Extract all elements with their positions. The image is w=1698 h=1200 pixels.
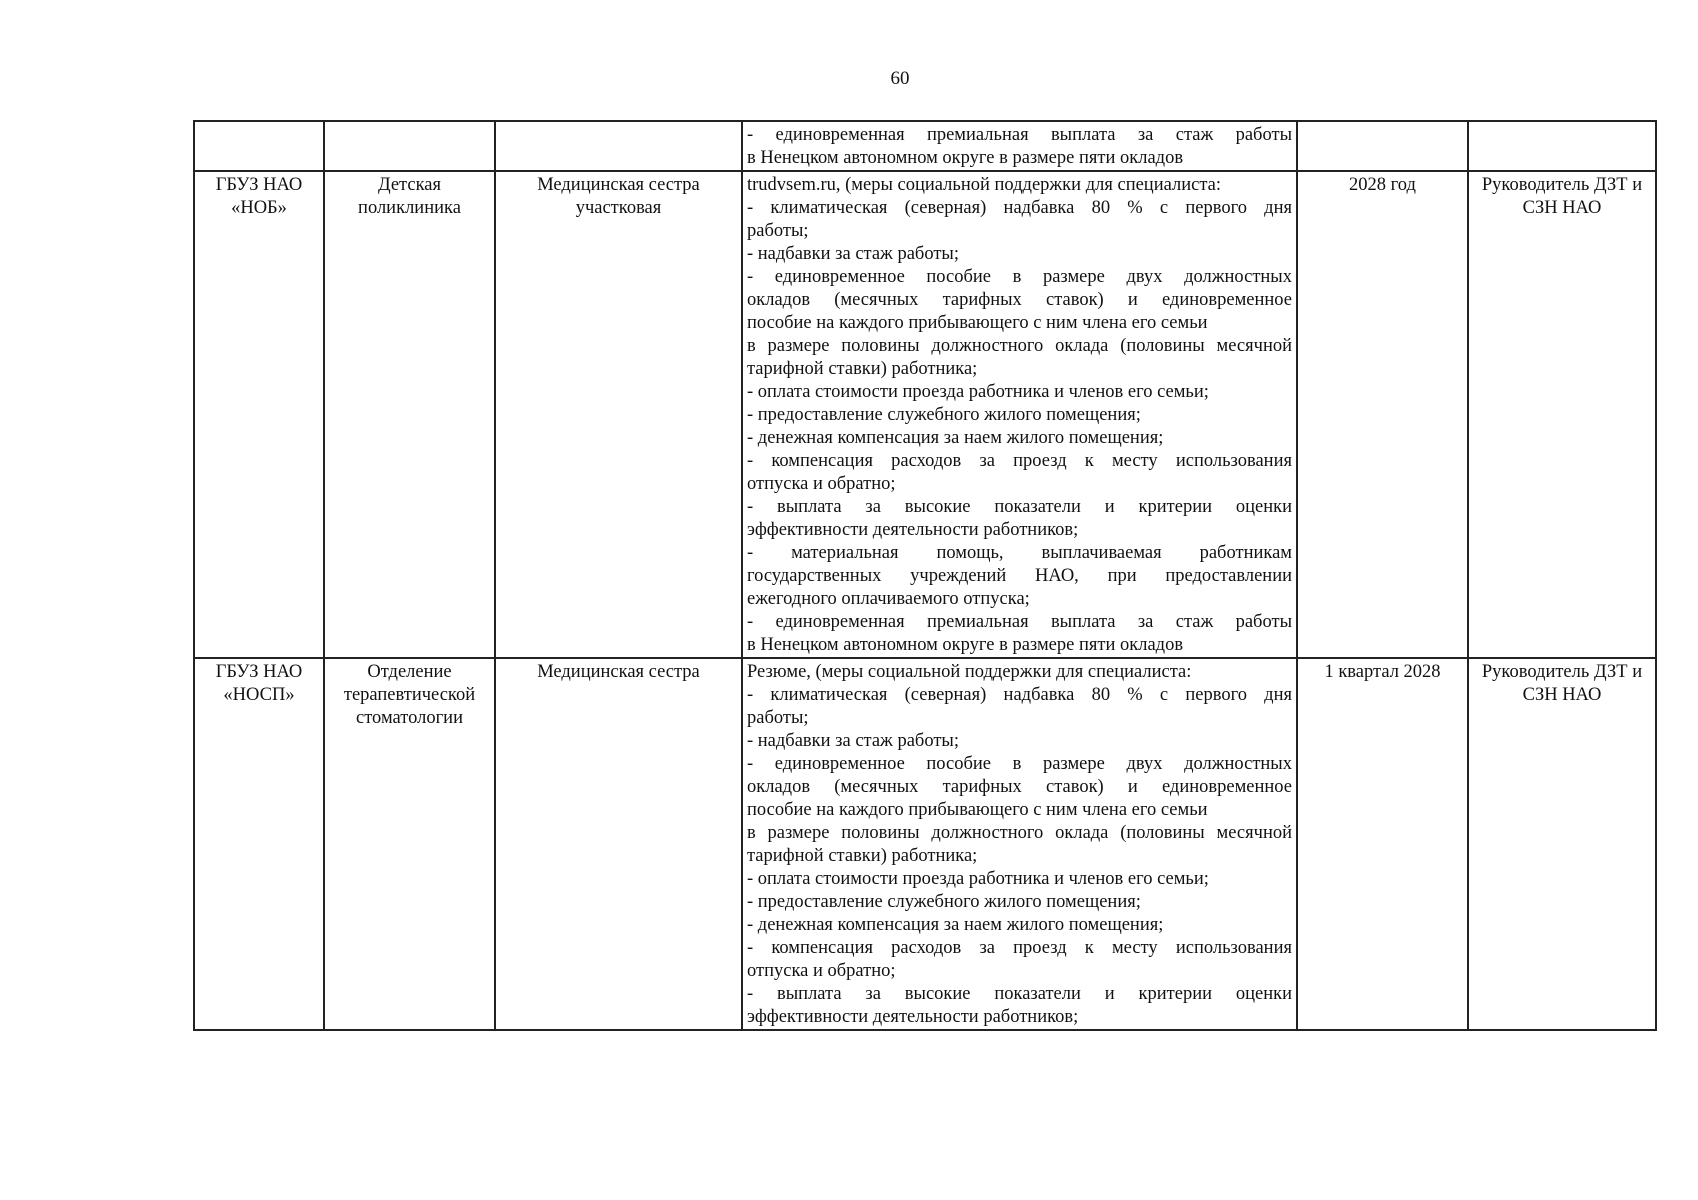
measures-cell <box>742 171 1297 658</box>
measures-cell <box>742 121 1297 171</box>
organization-cell: ГБУЗ НАО «НОБ» <box>194 171 324 658</box>
position-cell <box>495 121 742 171</box>
position-cell: Медицинская сестра участковая <box>495 171 742 658</box>
measure-line: - предоставление служебного жилого помещения; <box>747 892 1141 912</box>
measure-line: тарифной ставки) работника; <box>747 846 978 866</box>
measure-line: работы; <box>747 221 809 241</box>
measure-line: ежегодного оплачиваемого отпуска; <box>747 589 1030 609</box>
position-cell: Медицинская сестра <box>495 658 742 1030</box>
deadline-cell: 1 квартал 2028 <box>1297 658 1468 1030</box>
measure-line: в Ненецком автономном округе в размере пяти окладов <box>747 148 1184 168</box>
measure-line: trudvsem.ru, (меры социальной поддержки для специалиста: <box>747 175 1221 195</box>
measure-line: Резюме, (меры социальной поддержки для специалиста: <box>747 662 1192 682</box>
measure-line: - выплата за высокие показатели и критерии оценки <box>747 984 1292 1004</box>
measure-line: пособие на каждого прибывающего с ним члена его семьи <box>747 313 1208 333</box>
responsible-cell: Руководитель ДЗТ и СЗН НАО <box>1468 658 1656 1030</box>
responsible-cell <box>1468 121 1656 171</box>
page-number: 60 <box>890 68 910 89</box>
table-row <box>194 121 1656 171</box>
measures-cell <box>742 658 1297 1030</box>
measure-line: - денежная компенсация за наем жилого помещения; <box>747 428 1164 448</box>
measure-line: - предоставление служебного жилого помещения; <box>747 405 1141 425</box>
measure-line: работы; <box>747 708 809 728</box>
organization-cell <box>194 121 324 171</box>
department-cell: Детская поликлиника <box>324 171 495 658</box>
measure-line: в Ненецком автономном округе в размере пяти окладов <box>747 635 1184 655</box>
measure-line: - выплата за высокие показатели и критерии оценки <box>747 497 1292 517</box>
measure-line: государственных учреждений НАО, при предоставлении <box>747 566 1292 586</box>
table-row <box>194 658 1656 1030</box>
measure-line: отпуска и обратно; <box>747 474 896 494</box>
measure-line: - компенсация расходов за проезд к месту использования <box>747 451 1292 471</box>
measure-line: - климатическая (северная) надбавка 80 % с первого дня <box>747 685 1292 705</box>
measure-line: - единовременное пособие в размере двух должностных <box>747 267 1292 287</box>
measure-line: в размере половины должностного оклада (половины месячной <box>747 336 1292 356</box>
deadline-cell: 2028 год <box>1297 171 1468 658</box>
measure-line: - надбавки за стаж работы; <box>747 731 960 751</box>
responsible-cell: Руководитель ДЗТ и СЗН НАО <box>1468 171 1656 658</box>
department-cell: Отделение терапевтической стоматологии <box>324 658 495 1030</box>
measure-line: - единовременная премиальная выплата за стаж работы <box>747 612 1292 632</box>
table-row <box>194 171 1656 658</box>
measure-line: - надбавки за стаж работы; <box>747 244 960 264</box>
measure-line: - материальная помощь, выплачиваемая работникам <box>747 543 1292 563</box>
measure-line: - оплата стоимости проезда работника и членов его семьи; <box>747 869 1209 889</box>
measure-line: тарифной ставки) работника; <box>747 359 978 379</box>
measure-line: в размере половины должностного оклада (половины месячной <box>747 823 1292 843</box>
deadline-cell <box>1297 121 1468 171</box>
measure-line: окладов (месячных тарифных ставок) и единовременное <box>747 777 1292 797</box>
measure-line: - единовременная премиальная выплата за стаж работы <box>747 125 1292 145</box>
measure-line: эффективности деятельности работников; <box>747 520 1079 540</box>
measure-line: - компенсация расходов за проезд к месту использования <box>747 938 1292 958</box>
measure-line: - климатическая (северная) надбавка 80 % с первого дня <box>747 198 1292 218</box>
measure-line: - денежная компенсация за наем жилого помещения; <box>747 915 1164 935</box>
organization-cell: ГБУЗ НАО «НОСП» <box>194 658 324 1030</box>
measure-line: эффективности деятельности работников; <box>747 1007 1079 1027</box>
measure-line: - единовременное пособие в размере двух должностных <box>747 754 1292 774</box>
department-cell <box>324 121 495 171</box>
measure-line: отпуска и обратно; <box>747 961 896 981</box>
measure-line: пособие на каждого прибывающего с ним члена его семьи <box>747 800 1208 820</box>
measures-table <box>193 120 1657 1031</box>
measure-line: - оплата стоимости проезда работника и членов его семьи; <box>747 382 1209 402</box>
measure-line: окладов (месячных тарифных ставок) и единовременное <box>747 290 1292 310</box>
